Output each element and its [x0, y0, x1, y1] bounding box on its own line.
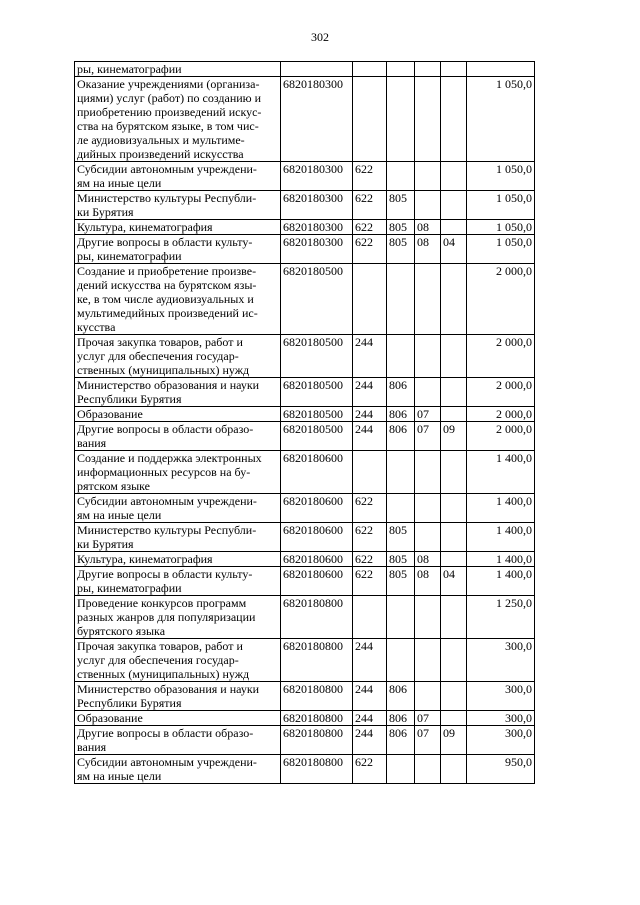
table-row — [75, 191, 535, 220]
row-grbs-cell — [387, 596, 415, 639]
row-grbs-cell: 805 — [387, 220, 415, 235]
row-grbs-cell — [387, 77, 415, 162]
row-pr-cell — [441, 494, 467, 523]
row-grbs-cell — [387, 335, 415, 378]
row-pr-cell — [441, 523, 467, 552]
row-rz-cell: 07 — [415, 407, 441, 422]
row-name-cell: Культура, кинематография — [75, 552, 281, 567]
row-sum-cell: 1 050,0 — [467, 220, 535, 235]
row-name-cell: Субсидии автономным учреждени- ям на иные цели — [75, 162, 281, 191]
row-sum-cell: 1 400,0 — [467, 552, 535, 567]
row-code-cell: 6820180800 — [281, 711, 353, 726]
row-code-cell: 6820180600 — [281, 494, 353, 523]
table-row — [75, 596, 535, 639]
row-grbs-cell: 805 — [387, 523, 415, 552]
row-rz-cell — [415, 494, 441, 523]
row-grbs-cell — [387, 494, 415, 523]
row-name-cell: Другие вопросы в области образо- вания — [75, 422, 281, 451]
row-rz-cell: 08 — [415, 220, 441, 235]
row-grbs-cell: 806 — [387, 407, 415, 422]
table-row — [75, 567, 535, 596]
row-rz-cell — [415, 62, 441, 77]
row-pr-cell: 09 — [441, 726, 467, 755]
table-row — [75, 264, 535, 335]
row-sum-cell: 1 400,0 — [467, 451, 535, 494]
row-grbs-cell — [387, 162, 415, 191]
row-name-cell: Другие вопросы в области культу- ры, кинематографии — [75, 567, 281, 596]
row-code-cell: 6820180600 — [281, 523, 353, 552]
row-sum-cell: 300,0 — [467, 639, 535, 682]
row-rz-cell — [415, 755, 441, 784]
row-grbs-cell — [387, 62, 415, 77]
row-pr-cell — [441, 711, 467, 726]
row-vr-cell: 244 — [353, 726, 387, 755]
row-grbs-cell: 805 — [387, 552, 415, 567]
row-pr-cell — [441, 407, 467, 422]
table-row — [75, 639, 535, 682]
table-row — [75, 235, 535, 264]
row-grbs-cell: 806 — [387, 711, 415, 726]
row-vr-cell: 244 — [353, 682, 387, 711]
row-name-cell: Создание и поддержка электронных информационных ресурсов на бу- рятском языке — [75, 451, 281, 494]
row-sum-cell: 1 400,0 — [467, 567, 535, 596]
row-pr-cell — [441, 191, 467, 220]
row-pr-cell — [441, 335, 467, 378]
row-rz-cell — [415, 639, 441, 682]
table-row — [75, 523, 535, 552]
row-sum-cell: 300,0 — [467, 726, 535, 755]
table-row — [75, 378, 535, 407]
row-sum-cell: 2 000,0 — [467, 378, 535, 407]
row-name-cell: Прочая закупка товаров, работ и услуг для обеспечения государ- ственных (муниципальных) нужд — [75, 639, 281, 682]
row-name-cell: Оказание учреждениями (организа- циями) услуг (работ) по созданию и приобретению произведений искус- ства на бурятском языке, в том чис- ле аудиовизуальных и мультиме- дийных произведений искусства — [75, 77, 281, 162]
row-code-cell: 6820180300 — [281, 77, 353, 162]
row-pr-cell — [441, 162, 467, 191]
row-vr-cell — [353, 264, 387, 335]
row-sum-cell: 1 050,0 — [467, 235, 535, 264]
row-vr-cell: 622 — [353, 567, 387, 596]
row-sum-cell: 300,0 — [467, 682, 535, 711]
row-pr-cell: 04 — [441, 235, 467, 264]
row-name-cell: Другие вопросы в области образо- вания — [75, 726, 281, 755]
row-pr-cell — [441, 451, 467, 494]
row-grbs-cell — [387, 264, 415, 335]
row-rz-cell: 08 — [415, 567, 441, 596]
table-row — [75, 451, 535, 494]
row-name-cell: Культура, кинематография — [75, 220, 281, 235]
row-code-cell: 6820180300 — [281, 235, 353, 264]
row-vr-cell: 622 — [353, 191, 387, 220]
page-number: 302 — [311, 30, 329, 44]
row-sum-cell: 1 250,0 — [467, 596, 535, 639]
table-row — [75, 755, 535, 784]
row-vr-cell: 244 — [353, 422, 387, 451]
row-code-cell: 6820180300 — [281, 220, 353, 235]
row-rz-cell — [415, 264, 441, 335]
table-row — [75, 335, 535, 378]
table-row — [75, 494, 535, 523]
row-code-cell: 6820180800 — [281, 726, 353, 755]
row-vr-cell: 244 — [353, 639, 387, 682]
table-row — [75, 682, 535, 711]
row-rz-cell: 08 — [415, 552, 441, 567]
row-code-cell: 6820180300 — [281, 191, 353, 220]
row-vr-cell: 622 — [353, 755, 387, 784]
row-name-cell: Министерство культуры Республи- ки Бурятия — [75, 191, 281, 220]
row-code-cell: 6820180800 — [281, 682, 353, 711]
row-pr-cell — [441, 639, 467, 682]
row-rz-cell — [415, 191, 441, 220]
table-row — [75, 62, 535, 77]
row-code-cell: 6820180800 — [281, 596, 353, 639]
table-row — [75, 552, 535, 567]
row-rz-cell — [415, 451, 441, 494]
row-sum-cell: 1 050,0 — [467, 77, 535, 162]
row-name-cell: Образование — [75, 711, 281, 726]
row-sum-cell: 1 400,0 — [467, 494, 535, 523]
row-pr-cell — [441, 755, 467, 784]
row-rz-cell — [415, 77, 441, 162]
row-code-cell: 6820180500 — [281, 264, 353, 335]
row-name-cell: Министерство культуры Республи- ки Бурятия — [75, 523, 281, 552]
row-grbs-cell: 806 — [387, 422, 415, 451]
row-grbs-cell: 805 — [387, 191, 415, 220]
row-sum-cell: 2 000,0 — [467, 422, 535, 451]
row-name-cell: Образование — [75, 407, 281, 422]
row-rz-cell — [415, 378, 441, 407]
row-sum-cell: 2 000,0 — [467, 264, 535, 335]
row-code-cell: 6820180300 — [281, 162, 353, 191]
row-grbs-cell — [387, 639, 415, 682]
row-pr-cell — [441, 596, 467, 639]
row-sum-cell: 1 400,0 — [467, 523, 535, 552]
row-sum-cell — [467, 62, 535, 77]
row-code-cell: 6820180800 — [281, 755, 353, 784]
row-vr-cell: 622 — [353, 523, 387, 552]
row-sum-cell: 300,0 — [467, 711, 535, 726]
row-name-cell: Министерство образования и науки Республики Бурятия — [75, 378, 281, 407]
row-code-cell: 6820180500 — [281, 422, 353, 451]
row-code-cell: 6820180500 — [281, 335, 353, 378]
row-rz-cell: 08 — [415, 235, 441, 264]
row-rz-cell: 07 — [415, 711, 441, 726]
row-rz-cell — [415, 523, 441, 552]
row-vr-cell: 244 — [353, 378, 387, 407]
row-name-cell: Создание и приобретение произве- дений искусства на бурятском язы- ке, в том числе аудиовизуальных и мультимедийных произведений ис- кусства — [75, 264, 281, 335]
table-row — [75, 77, 535, 162]
row-sum-cell: 2 000,0 — [467, 335, 535, 378]
row-pr-cell — [441, 62, 467, 77]
row-sum-cell: 2 000,0 — [467, 407, 535, 422]
row-vr-cell: 622 — [353, 235, 387, 264]
row-vr-cell — [353, 62, 387, 77]
row-name-cell: Проведение конкурсов программ разных жанров для популяризации бурятского языка — [75, 596, 281, 639]
row-pr-cell — [441, 378, 467, 407]
row-name-cell: Субсидии автономным учреждени- ям на иные цели — [75, 494, 281, 523]
row-grbs-cell — [387, 755, 415, 784]
row-vr-cell — [353, 451, 387, 494]
row-vr-cell — [353, 596, 387, 639]
table-row — [75, 711, 535, 726]
row-name-cell: ры, кинематографии — [75, 62, 281, 77]
row-vr-cell: 622 — [353, 220, 387, 235]
row-grbs-cell: 806 — [387, 726, 415, 755]
row-rz-cell — [415, 682, 441, 711]
row-pr-cell — [441, 77, 467, 162]
table-row — [75, 407, 535, 422]
row-grbs-cell: 806 — [387, 378, 415, 407]
row-pr-cell — [441, 264, 467, 335]
row-code-cell: 6820180600 — [281, 451, 353, 494]
row-code-cell: 6820180600 — [281, 552, 353, 567]
budget-table — [74, 61, 535, 784]
row-vr-cell: 622 — [353, 494, 387, 523]
row-pr-cell — [441, 220, 467, 235]
row-name-cell: Прочая закупка товаров, работ и услуг для обеспечения государ- ственных (муниципальных) нужд — [75, 335, 281, 378]
row-code-cell: 6820180500 — [281, 378, 353, 407]
row-vr-cell — [353, 77, 387, 162]
row-sum-cell: 1 050,0 — [467, 162, 535, 191]
row-vr-cell: 244 — [353, 711, 387, 726]
table-row — [75, 162, 535, 191]
row-rz-cell — [415, 596, 441, 639]
row-code-cell — [281, 62, 353, 77]
row-code-cell: 6820180500 — [281, 407, 353, 422]
row-name-cell: Министерство образования и науки Республики Бурятия — [75, 682, 281, 711]
row-name-cell: Субсидии автономным учреждени- ям на иные цели — [75, 755, 281, 784]
row-pr-cell — [441, 682, 467, 711]
row-pr-cell — [441, 552, 467, 567]
row-grbs-cell: 805 — [387, 567, 415, 596]
row-rz-cell: 07 — [415, 726, 441, 755]
row-grbs-cell: 805 — [387, 235, 415, 264]
row-rz-cell — [415, 162, 441, 191]
row-sum-cell: 1 050,0 — [467, 191, 535, 220]
row-vr-cell: 622 — [353, 552, 387, 567]
row-pr-cell: 04 — [441, 567, 467, 596]
row-code-cell: 6820180600 — [281, 567, 353, 596]
table-row — [75, 726, 535, 755]
row-sum-cell: 950,0 — [467, 755, 535, 784]
row-name-cell: Другие вопросы в области культу- ры, кинематографии — [75, 235, 281, 264]
table-row — [75, 422, 535, 451]
table-row — [75, 220, 535, 235]
row-code-cell: 6820180800 — [281, 639, 353, 682]
row-rz-cell: 07 — [415, 422, 441, 451]
row-vr-cell: 622 — [353, 162, 387, 191]
row-vr-cell: 244 — [353, 335, 387, 378]
row-grbs-cell — [387, 451, 415, 494]
budget-table-body — [75, 62, 535, 784]
row-rz-cell — [415, 335, 441, 378]
row-vr-cell: 244 — [353, 407, 387, 422]
row-grbs-cell: 806 — [387, 682, 415, 711]
row-pr-cell: 09 — [441, 422, 467, 451]
